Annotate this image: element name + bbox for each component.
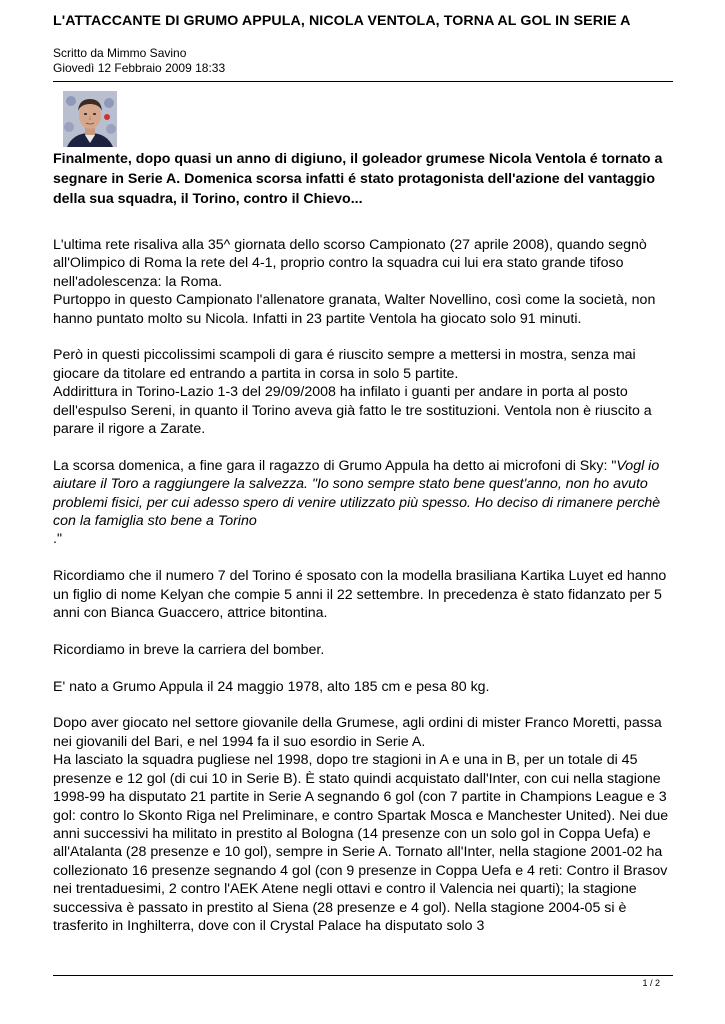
article-lead: Finalmente, dopo quasi un anno di digiuno, il goleador grumese Nicola Ventola é tornato a segnare in Serie A. Domenica scorsa infatti é stato protagonista dell'azione del vantaggio della sua squadra, il Torino, contro il Chievo... [53,151,663,207]
document-page [53,0,673,1024]
paragraph-3 [53,457,683,549]
author-line: Scritto da Mimmo Savino [53,46,187,60]
article-meta [53,46,225,76]
paragraph-2 [53,346,683,438]
article-body [53,236,683,954]
paragraph-1 [53,236,683,328]
paragraph-4: Ricordiamo che il numero 7 del Torino é sposato con la modella brasiliana Kartika Luyet ed hanno un figlio di nome Kelyan che compie 5 anni il 22 settembre. In precedenza è stato fidanzato per 5 anni con Bianca Guaccero, attrice bitontina. [53,568,667,622]
header-divider [53,81,673,82]
paragraph-2-text-b: Addirittura in Torino-Lazio 1-3 del 29/09/2008 ha infilato i guanti per andare in porta al posto dell'espulso Sereni, in quanto il Torino aveva già fatto le tre sostituzioni. Ventola non è riuscito a parare il rigore a Zarate. [53,384,652,438]
paragraph-7-text-a: Dopo aver giocato nel settore giovanile della Grumese, agli ordini di mister Franco Moretti, passa nei giovanili del Bari, e nel 1994 fa il suo esordio in Serie A. [53,715,662,750]
player-photo [63,91,117,147]
paragraph-5: Ricordiamo in breve la carriera del bomber. [53,641,325,658]
paragraph-3-intro: La scorsa domenica, a fine gara il ragazzo di Grumo Appula ha detto ai microfoni di Sky: " [53,457,617,474]
page-indicator: 1 / 2 [642,978,660,988]
paragraph-2-text-a: Però in questi piccolissimi scampoli di gara é riuscito sempre a mettersi in mostra, senza mai giocare da titolare ed entrando a partita in corsa in solo 5 partite. [53,347,636,382]
date-line: Giovedì 12 Febbraio 2009 18:33 [53,61,226,75]
paragraph-3-end: ." [53,531,62,548]
paragraph-3-quote: Vogl io aiutare il Toro a raggiungere la salvezza. "Io sono sempre stato bene quest'anno, non ho avuto problemi fisici, per cui adesso spero di venire utilizzato più spesso. Ho deciso di rimanere perchè con la famiglia sto bene a Torino [53,457,661,530]
paragraph-1-text-a: L'ultima rete risaliva alla 35^ giornata dello scorso Campionato (27 aprile 2008), quando segnò all'Olimpico di Roma la rete del 4-1, proprio contro la squadra cui lui era stato grande tifoso nell'adolescenza: la Roma. [53,237,647,290]
footer-divider [53,975,673,976]
paragraph-7-text-b: Ha lasciato la squadra pugliese nel 1998, dopo tre stagioni in A e una in B, per un totale di 45 presenze e 12 gol (di cui 10 in Serie B). È stato quindi acquistato dall'Inter, con cui nella stagione 1998-99 ha disputato 21 partite in Serie A segnando 6 gol (con 7 partite in Champions League e 3 gol: contro lo Skonto Riga nel Preliminare, e contro Spartak Mosca e Manchester United). Nei due anni successivi ha militato in prestito al Bologna (14 presenze con un solo gol in Coppa Uefa) e all'Atalanta (28 presenze e 10 gol), sempre in Serie A. Tornato all'Inter, nella stagione 2001-02 ha collezionato 16 presenze segnando 4 gol (con 9 presenze in Coppa Uefa e 4 reti: Contro il Brasov nei trentaduesimi, 2 contro l'AEK Atene negli ottavi e contro il Valencia nei quarti); la stagione successiva è passato in prestito al Siena (28 presenze e 4 gol). Nella stagione 2004-05 si è trasferito in Inghilterra, dove con il Crystal Palace ha disputato solo 3 [53,752,669,934]
paragraph-1-text-b: Purtoppo in questo Campionato l'allenatore granata, Walter Novellino, così come la società, non hanno puntato molto su Nicola. Infatti in 23 partite Ventola ha giocato solo 91 minuti. [53,292,656,327]
paragraph-7 [53,714,683,935]
paragraph-6: E' nato a Grumo Appula il 24 maggio 1978, alto 185 cm e pesa 80 kg. [53,678,490,695]
article-title: L'ATTACCANTE DI GRUMO APPULA, NICOLA VENTOLA, TORNA AL GOL IN SERIE A [53,13,631,29]
